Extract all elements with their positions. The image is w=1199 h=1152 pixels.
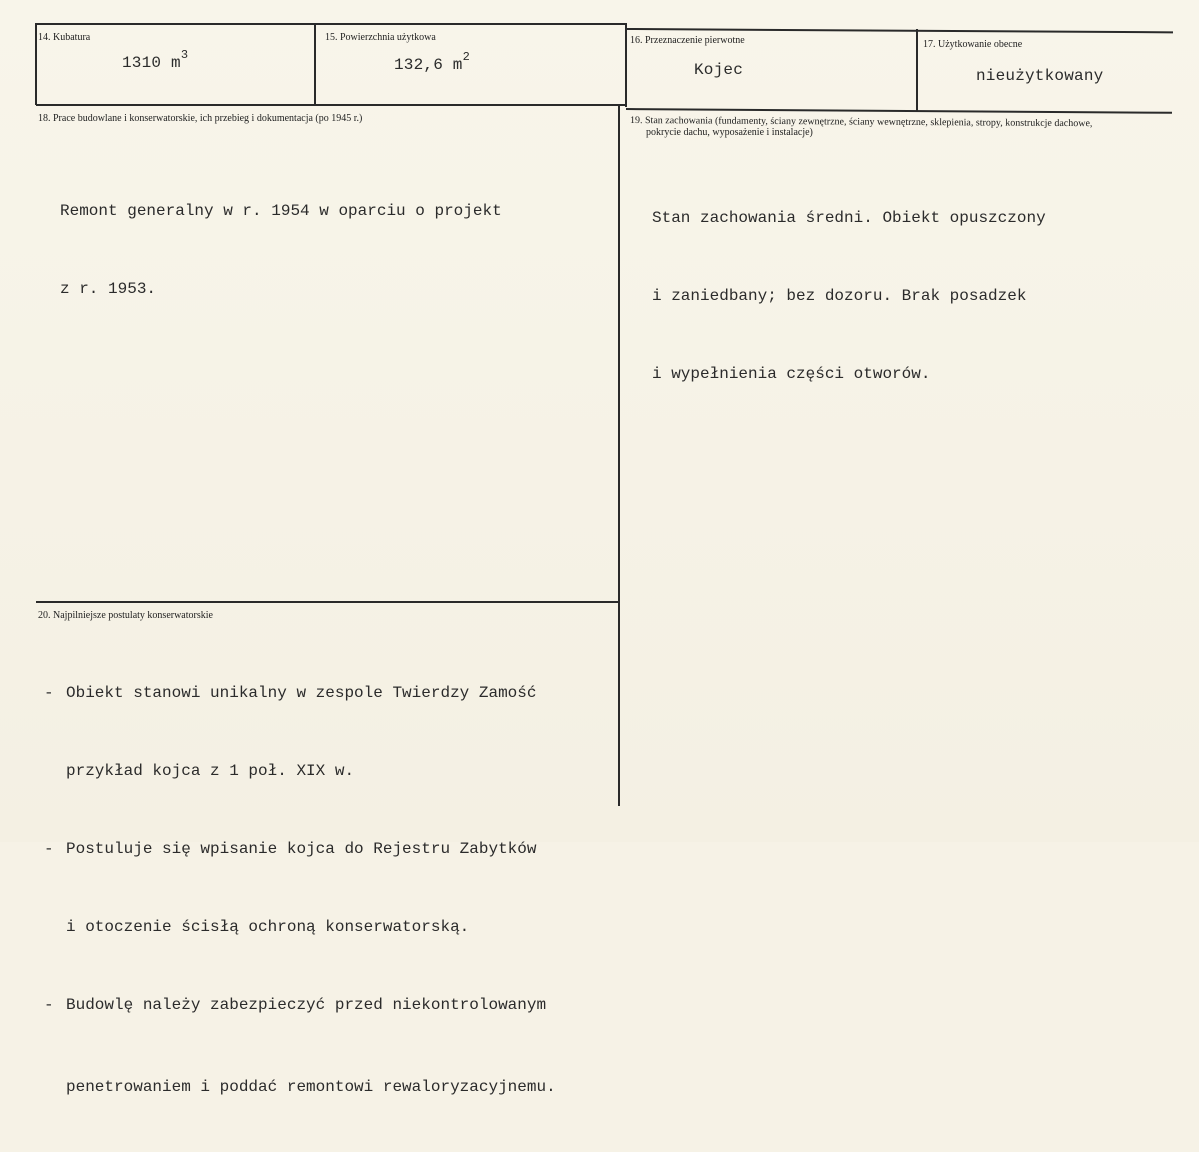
row-rule-right <box>626 108 1172 114</box>
section-20-rule <box>36 601 620 603</box>
area-number: 132,6 m <box>394 56 463 74</box>
vertical-divider <box>618 106 620 806</box>
field-18-label: 18. Prace budowlane i konserwatorskie, ich przebieg i dokumentacja (po 1945 r.) <box>38 113 363 124</box>
field-19-text <box>652 153 1046 439</box>
divider-16-17 <box>916 29 918 111</box>
divider-14-15 <box>314 23 316 105</box>
bullet-dash: - <box>44 840 54 858</box>
postulate-item <box>44 680 556 706</box>
field-15-value <box>394 50 471 74</box>
field-14-value <box>122 48 189 72</box>
cubature-unit-exponent: 3 <box>180 48 189 62</box>
postulate-text: penetrowaniem i poddać remontowi rewaloryzacyjnemu. <box>66 1078 556 1096</box>
postulate-continuation <box>44 758 556 784</box>
top-rule <box>36 23 627 25</box>
field-20-label: 20. Najpilniejsze postulaty konserwatorskie <box>38 610 213 621</box>
field-16-value: Kojec <box>694 61 744 79</box>
left-border <box>35 23 37 105</box>
field-19-line: i wypełnienia części otworów. <box>652 365 931 383</box>
postulate-text: Budowlę należy zabezpieczyć przed niekontrolowanym <box>66 996 547 1014</box>
postulate-continuation <box>44 1074 556 1100</box>
field-18-line: z r. 1953. <box>60 280 157 298</box>
field-15-label: 15. Powierzchnia użytkowa <box>325 32 436 43</box>
bullet-dash: - <box>44 684 54 702</box>
area-unit-exponent: 2 <box>462 50 471 64</box>
field-19-label-line1: 19. Stan zachowania (fundamenty, ściany zewnętrzne, ściany wewnętrzne, sklepienia, stropy, konstrukcje dachowe, <box>629 115 1093 130</box>
postulate-text: i otoczenie ścisłą ochroną konserwatorską. <box>66 918 470 936</box>
field-14-label: 14. Kubatura <box>38 32 91 43</box>
postulate-item <box>44 836 556 862</box>
field-17-label: 17. Użytkowanie obecne <box>923 39 1023 50</box>
field-18-text <box>60 146 502 354</box>
field-20-list <box>44 628 556 1152</box>
postulate-item <box>44 992 556 1018</box>
field-19-line: Stan zachowania średni. Obiekt opuszczony <box>652 209 1046 227</box>
field-19-line: i zaniedbany; bez dozoru. Brak posadzek <box>652 287 1027 305</box>
postulate-text: Obiekt stanowi unikalny w zespole Twierdzy Zamość <box>66 684 537 702</box>
field-19-label-line2: pokrycie dachu, wyposażenie i instalacje) <box>646 127 813 138</box>
field-16-label: 16. Przeznaczenie pierwotne <box>630 35 745 46</box>
divider-15-16 <box>625 25 627 107</box>
bullet-dash: - <box>44 996 54 1014</box>
field-18-line: Remont generalny w r. 1954 w oparciu o projekt <box>60 202 502 220</box>
cubature-number: 1310 m <box>122 54 181 72</box>
postulate-text: Postuluje się wpisanie kojca do Rejestru Zabytków <box>66 840 537 858</box>
top-rule-right <box>626 28 1173 33</box>
postulate-text: przykład kojca z 1 poł. XIX w. <box>66 762 355 780</box>
postulate-continuation <box>44 914 556 940</box>
field-17-value: nieużytkowany <box>976 67 1104 85</box>
row-rule-left <box>36 104 627 106</box>
